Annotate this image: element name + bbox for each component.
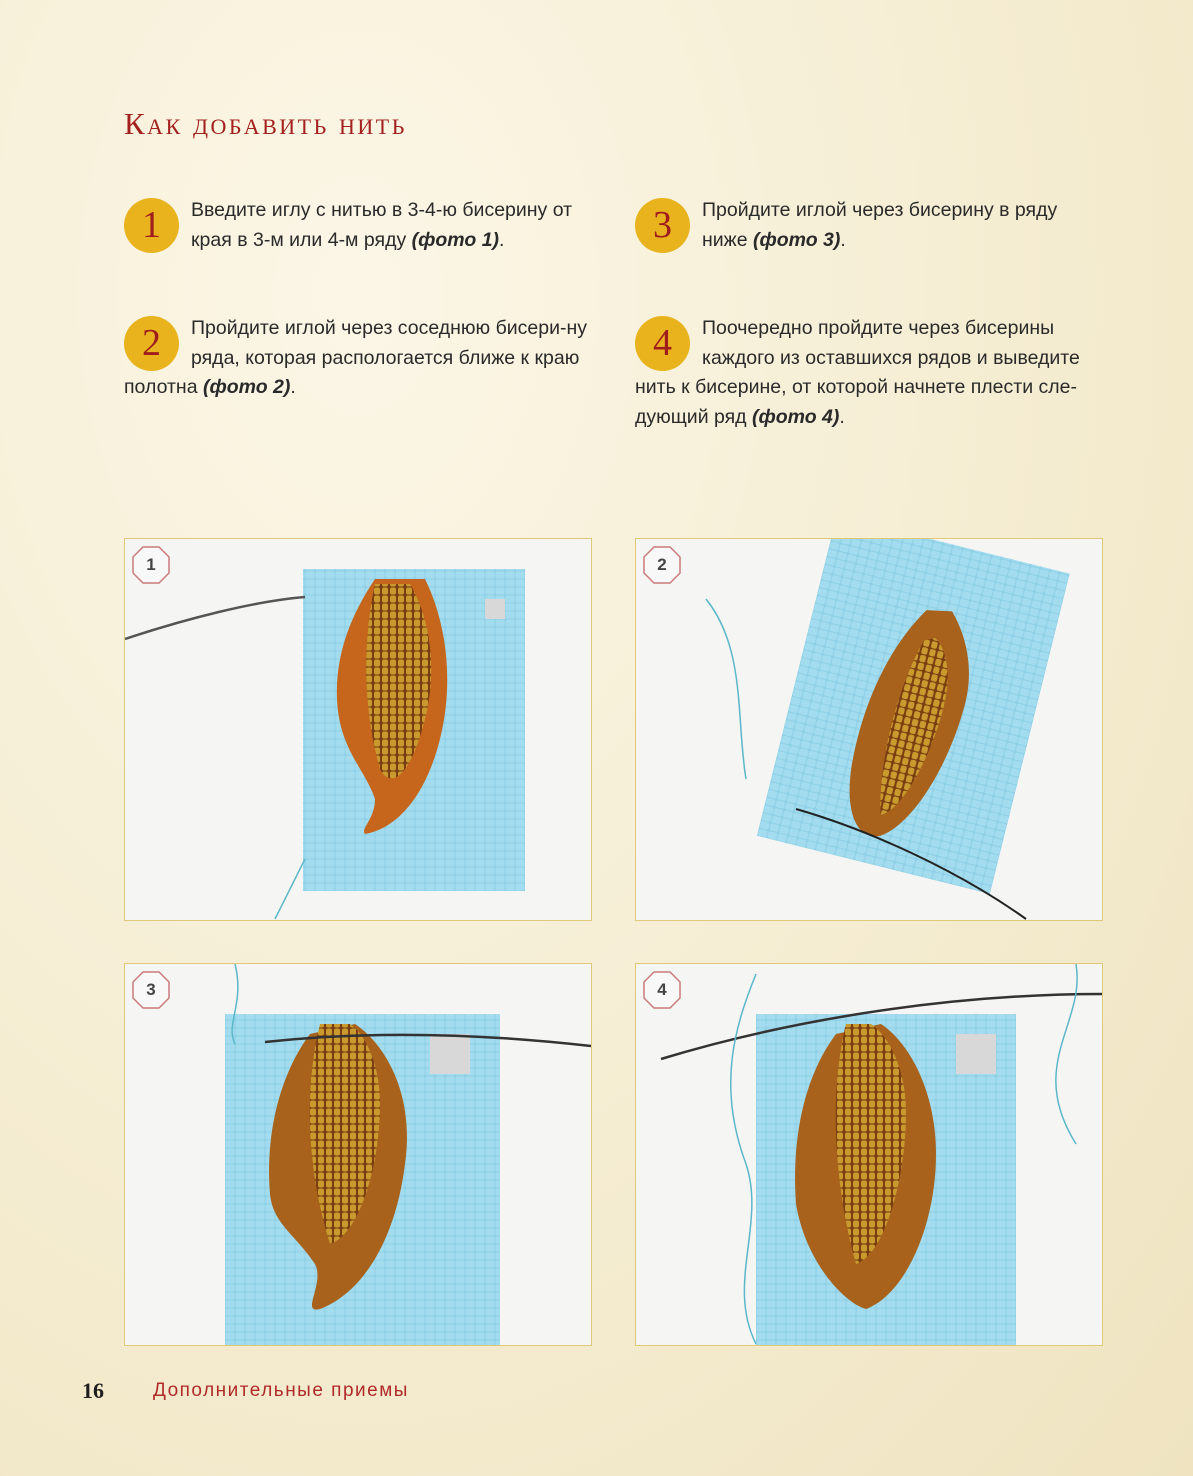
step-text: Пройдите иглой через бисерину в ряду ниже: [702, 199, 1058, 251]
step-number-badge: 2: [124, 316, 179, 371]
step-3: [635, 196, 1105, 255]
photo-number-label: [642, 545, 682, 585]
photo-4: [635, 963, 1103, 1346]
step-end: .: [290, 376, 296, 398]
beadwork-photo-illustration: [636, 539, 1102, 920]
step-number-badge: 4: [635, 316, 690, 371]
photo-3: [124, 963, 592, 1346]
photo-number-label: [131, 545, 171, 585]
page-title: Как добавить нить: [124, 106, 407, 141]
photo-2: [635, 538, 1103, 921]
step-end: .: [499, 228, 505, 251]
photo-number-label: [642, 970, 682, 1010]
photo-reference: (фото 3): [752, 228, 841, 251]
step-number-badge: 3: [635, 198, 690, 253]
photo-reference: (фото 4): [751, 405, 840, 428]
photo-reference: (фото 2): [202, 376, 291, 398]
step-1: [124, 196, 594, 255]
step-end: .: [840, 228, 846, 251]
page-number: 16: [82, 1378, 104, 1403]
photo-label-text: 3: [146, 980, 156, 999]
photo-number-label: [131, 970, 171, 1010]
photo-label-text: 4: [657, 980, 667, 999]
beadwork-photo-illustration: [636, 964, 1102, 1345]
step-text: Поочередно пройдите через бисерины каждого из оставшихся рядов и выведите нить к бисерине, от которой начнете плести сле-дующий ряд: [635, 317, 1080, 428]
photo-1: [124, 538, 592, 921]
step-2: [124, 314, 594, 403]
photo-label-text: 1: [146, 555, 156, 574]
section-footer: Дополнительные приемы: [153, 1380, 409, 1401]
step-number-badge: 1: [124, 198, 179, 253]
step-text: Пройдите иглой через соседнюю бисери-ну ряда, которая распологается ближе к краю полотна: [124, 317, 587, 398]
step-end: .: [839, 405, 845, 428]
photo-label-text: 2: [657, 555, 667, 574]
step-text: Введите иглу с нитью в 3-4-ю бисерину от края в 3-м или 4-м ряду: [191, 199, 573, 251]
beadwork-photo-illustration: [125, 539, 591, 920]
step-4: [635, 314, 1105, 432]
beadwork-photo-illustration: [125, 964, 591, 1345]
photo-reference: (фото 1): [411, 228, 500, 251]
